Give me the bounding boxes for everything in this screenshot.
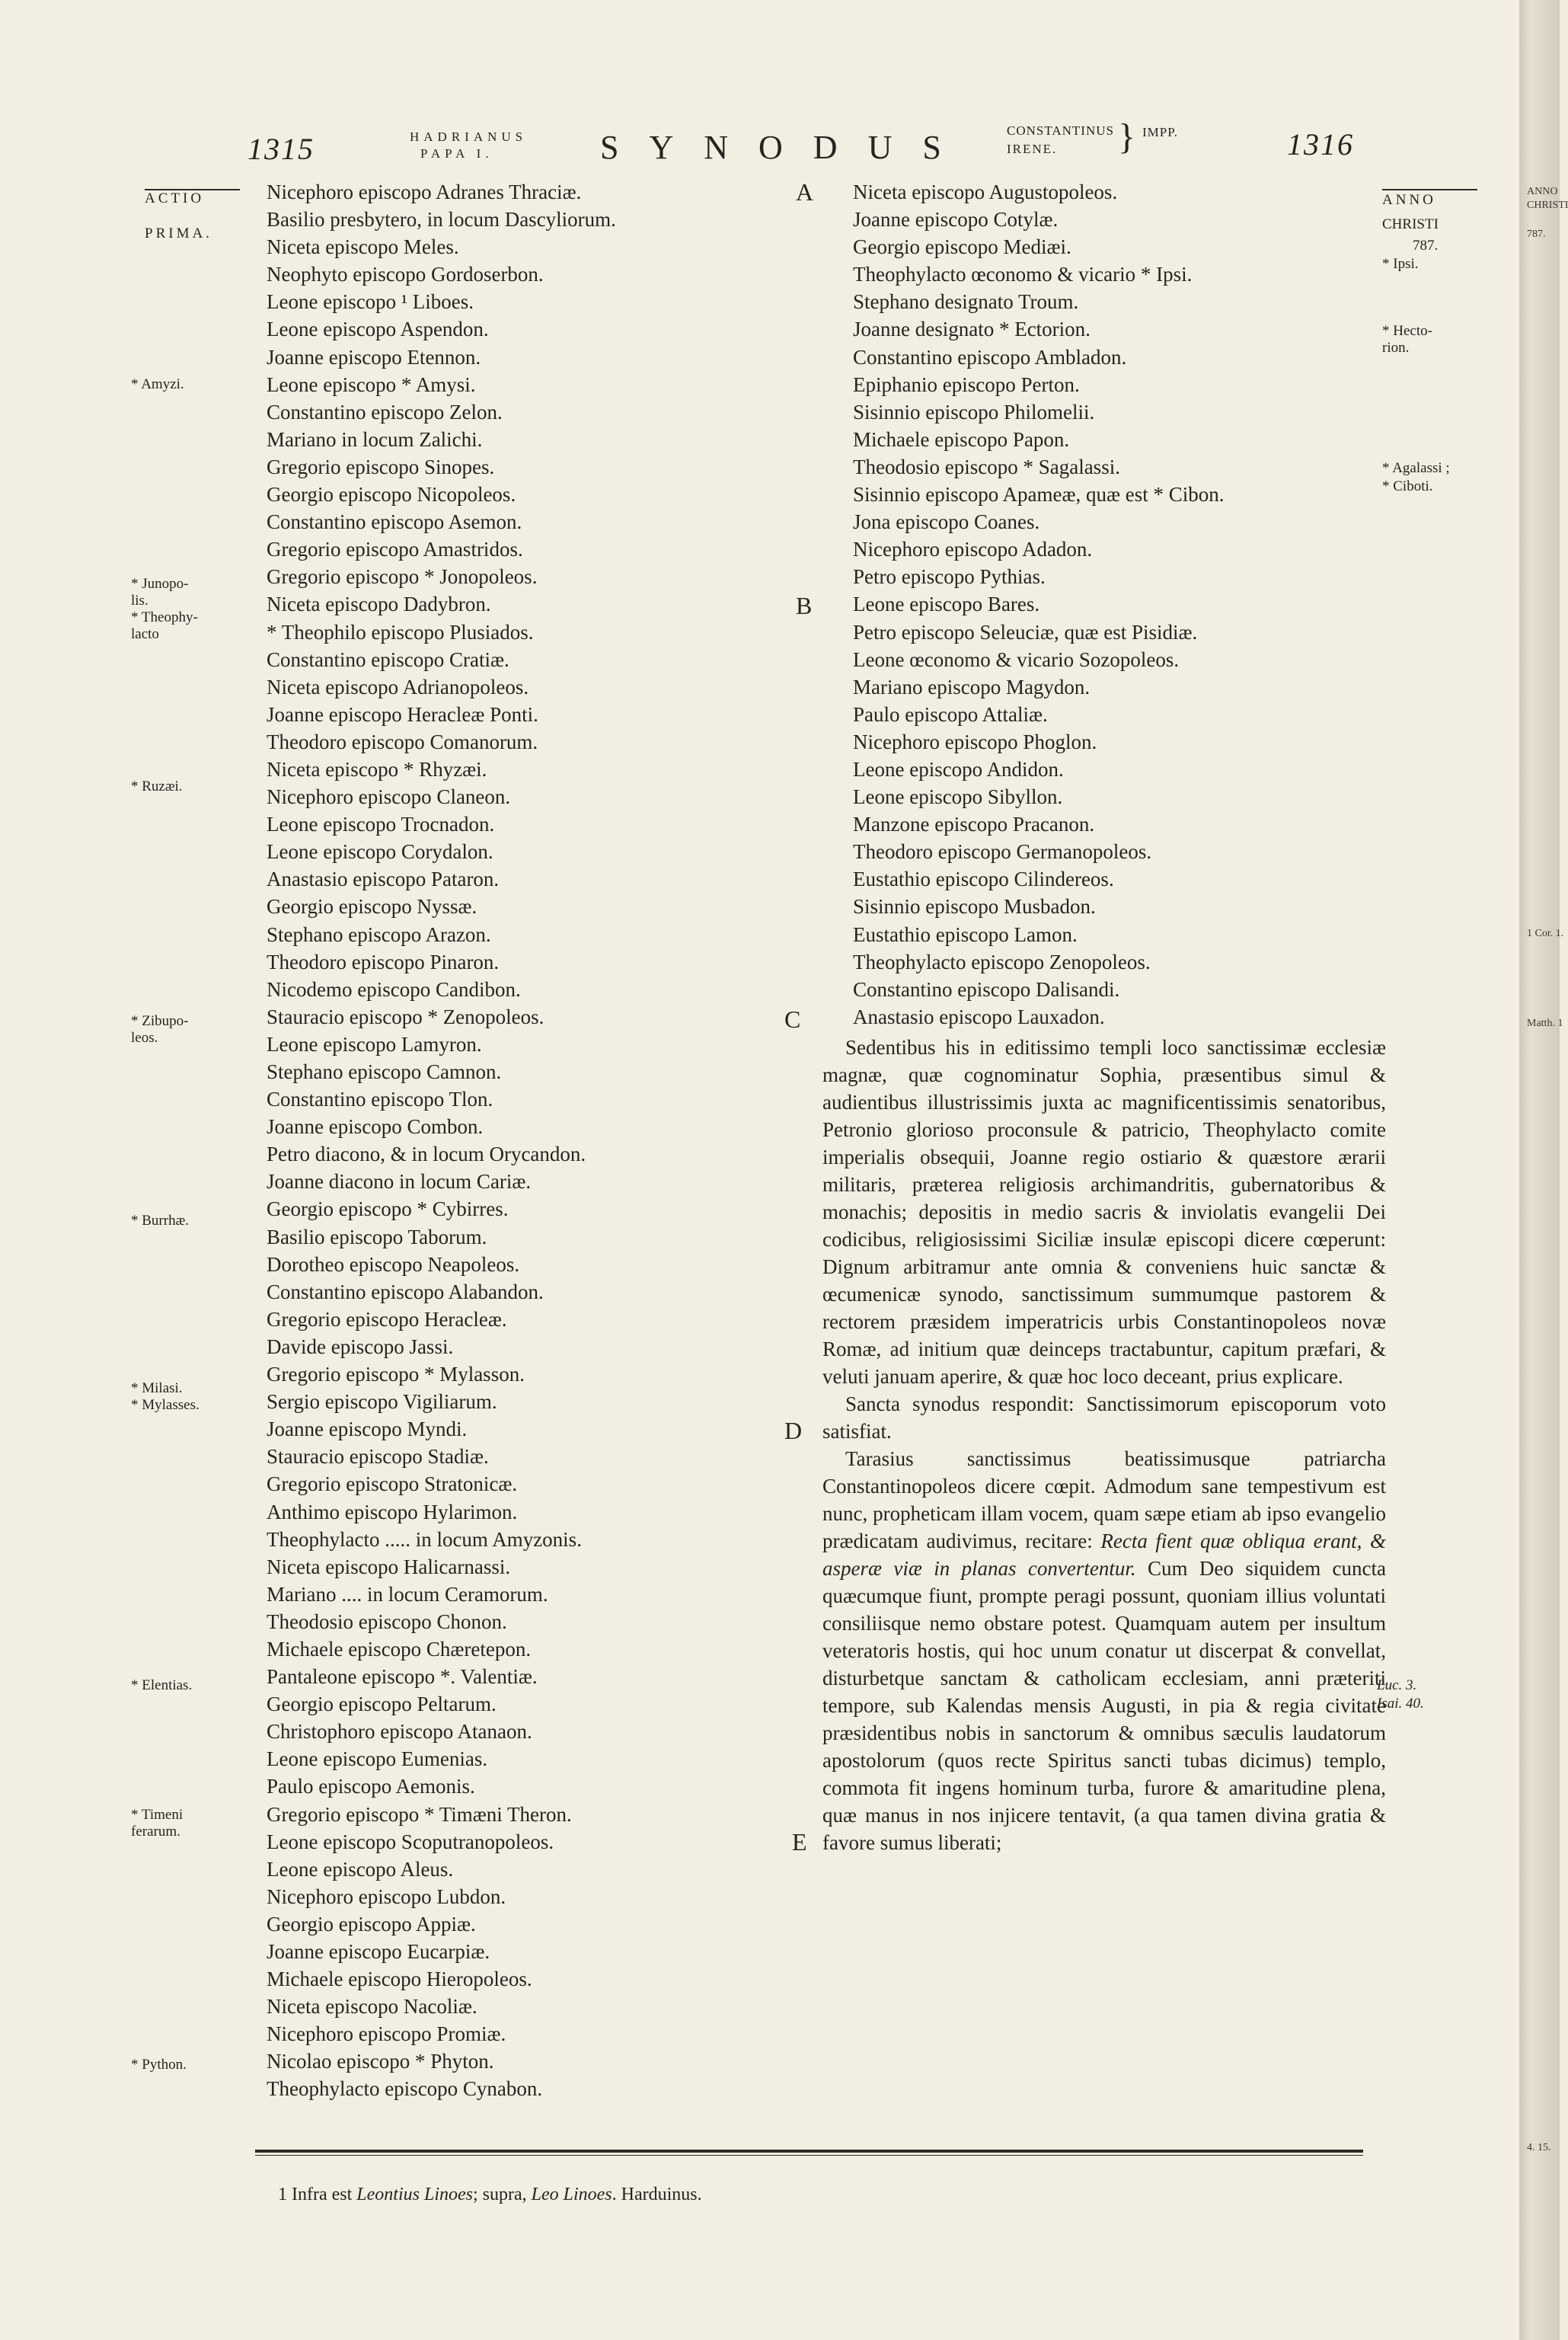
- margin-note: * Amyzi.: [131, 376, 184, 392]
- edge-note: 4. 15.: [1527, 2142, 1551, 2153]
- list-entry: Constantino episcopo Asemon.: [267, 510, 522, 534]
- list-entry: Joanne diacono in locum Cariæ.: [267, 1170, 532, 1194]
- list-entry: Georgio episcopo Peltarum.: [267, 1693, 497, 1716]
- list-entry: Leone episcopo Eumenias.: [267, 1747, 488, 1771]
- list-entry: Gregorio episcopo Heracleæ.: [267, 1307, 507, 1331]
- list-entry: Leone episcopo Andidon.: [853, 757, 1064, 781]
- list-entry: Neophyto episcopo Gordoserbon.: [267, 263, 544, 286]
- list-entry: Leone episcopo Trocnadon.: [267, 813, 495, 836]
- footnote-italic: Leontius Linoes: [356, 2185, 473, 2204]
- scripture-quote: Recta fient quæ obliqua erant, & asperæ viæ in planas convertentur.: [822, 1530, 1387, 1580]
- list-entry: Sisinnio episcopo Philomelii.: [853, 400, 1095, 424]
- list-entry: Joanne designato * Ectorion.: [853, 318, 1091, 341]
- list-entry: Anthimo episcopo Hylarimon.: [267, 1500, 518, 1523]
- list-entry: Joanne episcopo Myndi.: [267, 1418, 468, 1441]
- edge-note: Matth. 1: [1527, 1018, 1563, 1029]
- list-entry: * Theophilo episcopo Plusiados.: [267, 620, 534, 644]
- list-entry: Dorotheo episcopo Neapoleos.: [267, 1252, 520, 1276]
- list-entry: Leone episcopo ¹ Liboes.: [267, 290, 474, 314]
- list-entry: Leone episcopo Aleus.: [267, 1857, 454, 1881]
- list-entry: Davide episcopo Jassi.: [267, 1335, 454, 1358]
- list-entry: Michaele episcopo Chæretepon.: [267, 1637, 532, 1661]
- list-entry: Mariano episcopo Magydon.: [853, 675, 1091, 698]
- list-entry: Georgio episcopo Mediæi.: [853, 235, 1071, 259]
- list-entry: Anastasio episcopo Pataron.: [267, 868, 500, 891]
- list-entry: Leone episcopo Lamyron.: [267, 1032, 482, 1056]
- list-entry: Nicephoro episcopo Lubdon.: [267, 1884, 506, 1908]
- list-entry: Joanne episcopo Etennon.: [267, 345, 481, 369]
- margin-note: * Elentias.: [131, 1677, 193, 1693]
- margin-prima: PRIMA.: [145, 225, 212, 241]
- list-entry: Stephano episcopo Arazon.: [267, 922, 491, 946]
- list-entry: Niceta episcopo * Rhyzæi.: [267, 757, 487, 781]
- margin-note: * Milasi.: [131, 1380, 183, 1396]
- list-entry: Niceta episcopo Adrianopoleos.: [267, 675, 529, 698]
- margin-note: * Mylasses.: [131, 1397, 200, 1413]
- list-entry: Theophylacto ..... in locum Amyzonis.: [267, 1527, 582, 1551]
- prose-text: Tarasius sanctissimus beatissimusque patriarcha Constantinopoleos dicere cœpit. Admodum sane tempestivum est nunc, propheticam illam vocem, quam sæpe etiam ab ipso evangelio prædicatam audivimus, recitare:: [822, 1447, 1386, 1552]
- margin-note: * Junopo- lis.: [131, 576, 189, 609]
- footnote-number: 1: [278, 2185, 287, 2204]
- list-entry: Georgio episcopo Nicopoleos.: [267, 483, 516, 507]
- list-entry: Petro episcopo Seleuciæ, quæ est Pisidiæ.: [853, 620, 1198, 644]
- header-emperor-suffix: IMPP.: [1142, 125, 1179, 139]
- edge-note: 1 Cor. 1.: [1527, 928, 1564, 939]
- list-entry: Basilio episcopo Taborum.: [267, 1225, 487, 1248]
- prose-paragraph: Sancta synodus respondit: Sanctissimorum episcoporum voto satisfiat.: [822, 1392, 1386, 1443]
- footnote-text: ; supra,: [472, 2185, 527, 2204]
- main-prose: [822, 1034, 1386, 1856]
- list-entry: Theodosio episcopo Chonon.: [267, 1610, 507, 1633]
- header-brace: }: [1118, 117, 1136, 157]
- left-column-list: [267, 178, 769, 2103]
- margin-note: * Ruzæi.: [131, 778, 183, 794]
- footnote-text: . Harduinus.: [612, 2185, 702, 2204]
- section-letter-e: E: [792, 1828, 807, 1856]
- margin-note: Isai. 40.: [1377, 1696, 1424, 1712]
- running-header: [0, 114, 1523, 168]
- list-entry: Mariano .... in locum Ceramorum.: [267, 1582, 548, 1606]
- list-entry: Leone episcopo * Amysi.: [267, 372, 476, 396]
- margin-actio: ACTIO: [145, 190, 205, 206]
- list-entry: Nicephoro episcopo Adadon.: [853, 538, 1093, 561]
- header-emperor-line1: CONSTANTINUS: [1007, 123, 1114, 138]
- list-entry: Sisinnio episcopo Apameæ, quæ est * Cibon.: [853, 483, 1225, 507]
- list-entry: Michaele episcopo Papon.: [853, 427, 1070, 451]
- list-entry: Petro diacono, & in locum Orycandon.: [267, 1143, 586, 1166]
- list-entry: Sisinnio episcopo Musbadon.: [853, 895, 1096, 919]
- list-entry: Nicephoro episcopo Claneon.: [267, 785, 511, 809]
- margin-anno: ANNO: [1382, 192, 1436, 208]
- list-entry: Pantaleone episcopo *. Valentiæ.: [267, 1665, 538, 1689]
- list-entry: Nicephoro episcopo Promiæ.: [267, 2022, 506, 2046]
- list-entry: Eustathio episcopo Lamon.: [853, 922, 1078, 946]
- edge-note: CHRISTI: [1527, 200, 1568, 211]
- list-entry: Georgio episcopo * Cybirres.: [267, 1197, 509, 1221]
- list-entry: Stephano episcopo Camnon.: [267, 1060, 502, 1083]
- list-entry: Theophylacto episcopo Cynabon.: [267, 2077, 543, 2101]
- list-entry: Joanne episcopo Heracleæ Ponti.: [267, 702, 538, 726]
- list-entry: Joanne episcopo Combon.: [267, 1115, 484, 1139]
- margin-note: * Agalassi ;: [1382, 460, 1450, 476]
- list-entry: Theophylacto œconomo & vicario * Ipsi.: [853, 263, 1193, 286]
- header-author-line1: HADRIANUS: [410, 129, 528, 144]
- list-entry: Stephano designato Troum.: [853, 290, 1079, 314]
- list-entry: Theodoro episcopo Comanorum.: [267, 730, 538, 753]
- list-entry: Gregorio episcopo * Timæni Theron.: [267, 1802, 572, 1826]
- list-entry: Constantino episcopo Dalisandi.: [853, 977, 1120, 1001]
- list-entry: Petro episcopo Pythias.: [853, 565, 1046, 589]
- list-entry: Gregorio episcopo * Jonopoleos.: [267, 565, 538, 589]
- list-entry: Nicephoro episcopo Adranes Thraciæ.: [267, 181, 582, 203]
- list-entry: Constantino episcopo Alabandon.: [267, 1280, 544, 1303]
- list-entry: Mariano in locum Zalichi.: [267, 427, 483, 451]
- list-entry: Stauracio episcopo Stadiæ.: [267, 1445, 489, 1469]
- footnote-italic: Leo Linoes: [531, 2185, 612, 2204]
- facing-page-notes: [1527, 0, 1568, 2340]
- header-emperor-line2: IRENE.: [1007, 142, 1058, 156]
- list-entry: Leone episcopo Corydalon.: [267, 840, 493, 864]
- list-entry: Theodoro episcopo Pinaron.: [267, 950, 500, 973]
- list-entry: Leone episcopo Aspendon.: [267, 318, 489, 341]
- list-entry: Constantino episcopo Zelon.: [267, 400, 503, 424]
- list-entry: Niceta episcopo Nacoliæ.: [267, 1995, 477, 2019]
- footnote: [278, 2185, 702, 2205]
- list-entry: Constantino episcopo Tlon.: [267, 1088, 493, 1111]
- list-entry: Manzone episcopo Pracanon.: [853, 813, 1095, 836]
- list-entry: Theophylacto episcopo Zenopoleos.: [853, 950, 1151, 973]
- margin-note: * Hecto- rion.: [1382, 323, 1432, 356]
- list-entry: Basilio presbytero, in locum Dascyliorum.: [267, 208, 616, 232]
- list-entry: Joanne episcopo Eucarpiæ.: [267, 1940, 490, 1963]
- page-number-left: 1315: [247, 132, 315, 166]
- list-entry: Niceta episcopo Meles.: [267, 235, 459, 259]
- list-entry: Georgio episcopo Appiæ.: [267, 1912, 476, 1936]
- actio-rule: [145, 189, 240, 190]
- footnote-text: Infra est: [292, 2185, 353, 2204]
- section-letter-a: A: [796, 178, 814, 206]
- list-entry: Constantino episcopo Cratiæ.: [267, 647, 509, 671]
- margin-year: 787.: [1413, 238, 1439, 254]
- list-entry: Constantino episcopo Ambladon.: [853, 345, 1127, 369]
- list-entry: Niceta episcopo Augustopoleos.: [853, 181, 1118, 203]
- list-entry: Michaele episcopo Hieropoleos.: [267, 1968, 532, 1991]
- list-entry: Joanne episcopo Cotylæ.: [853, 208, 1059, 232]
- margin-note: * Ciboti.: [1382, 478, 1433, 494]
- list-entry: Epiphanio episcopo Perton.: [853, 372, 1080, 396]
- list-entry: Gregorio episcopo * Mylasson.: [267, 1363, 525, 1386]
- margin-christi: CHRISTI: [1382, 216, 1439, 232]
- list-entry: Theodosio episcopo * Sagalassi.: [853, 455, 1120, 478]
- prose-paragraph: [822, 1445, 1386, 1856]
- list-entry: Niceta episcopo Halicarnassi.: [267, 1555, 511, 1578]
- margin-note: * Burrhæ.: [131, 1213, 189, 1229]
- list-entry: Jona episcopo Coanes.: [853, 510, 1040, 534]
- margin-note: * Theophy- lacto: [131, 609, 198, 642]
- prose-paragraph: Sedentibus his in editissimo templi loco sanctissimæ ecclesiæ magnæ, quæ cognominatur Sophia, præsentibus simul & audientibus illustrissimis juxta ac magnificentissimis senatoribus, Petronio glorioso proconsule & patricio, Theophylacto comite imperialis obsequii, Joanne regio ostiario & quæstore ærarii militaris, præterea religiosis archimandritis, gubernatoribus & monachis; depositis in medio sacris & inviolatis evangelii Dei codicibus, religiosissimi Siciliæ insulæ episcopi dicere cœperunt: Dignum arbitramur ante omnia & conveniens huic sanctæ & œcumenicæ synodo, sanctissimum summumque pastorem & rectorem præsidem imperatricis urbis Constantinopoleos novæ Romæ, ad initium quæ deinceps tractabuntur, capitum præfari, & veluti januam aperire, & quæ hoc loco deceant, prius explicare.: [822, 1036, 1386, 1388]
- list-entry: Niceta episcopo Dadybron.: [267, 593, 491, 616]
- section-letter-c: C: [784, 1005, 801, 1033]
- section-letter-b: B: [796, 592, 813, 619]
- anno-rule: [1382, 189, 1477, 190]
- list-entry: Eustathio episcopo Cilindereos.: [853, 868, 1114, 891]
- list-entry: Anastasio episcopo Lauxadon.: [853, 1005, 1105, 1028]
- margin-note: * Python.: [131, 2057, 187, 2073]
- margin-note: Luc. 3.: [1377, 1677, 1417, 1693]
- page-title: SYNODUS: [600, 129, 972, 166]
- page-number-right: 1316: [1287, 127, 1354, 161]
- list-entry: Leone episcopo Sibyllon.: [853, 785, 1063, 809]
- edge-note: 787.: [1527, 229, 1546, 240]
- list-entry: Paulo episcopo Attaliæ.: [853, 702, 1048, 726]
- list-entry: Leone episcopo Bares.: [853, 593, 1040, 616]
- footnote-rule-thin: [255, 2155, 1363, 2156]
- list-entry: Theodoro episcopo Germanopoleos.: [853, 840, 1152, 864]
- list-entry: Sergio episcopo Vigiliarum.: [267, 1390, 497, 1414]
- right-column-list: [853, 178, 1386, 1031]
- list-entry: Georgio episcopo Nyssæ.: [267, 895, 477, 919]
- margin-note: * Timeni ferarum.: [131, 1807, 184, 1840]
- list-entry: Nicolao episcopo * Phyton.: [267, 2050, 494, 2073]
- section-letter-d: D: [784, 1417, 803, 1444]
- list-entry: Paulo episcopo Aemonis.: [267, 1775, 475, 1798]
- list-entry: Stauracio episcopo * Zenopoleos.: [267, 1005, 544, 1028]
- header-author-line2: PAPA I.: [420, 146, 493, 161]
- margin-note: * Zibupo- leos.: [131, 1013, 189, 1046]
- list-entry: Nicodemo episcopo Candibon.: [267, 977, 521, 1001]
- list-entry: Christophoro episcopo Atanaon.: [267, 1720, 532, 1744]
- edge-note: ANNO: [1527, 186, 1558, 197]
- margin-note: * Ipsi.: [1382, 256, 1419, 272]
- list-entry: Gregorio episcopo Sinopes.: [267, 455, 495, 478]
- footnote-rule: [255, 2150, 1363, 2153]
- prose-text: Cum Deo siquidem cuncta quæcumque fiunt, prompte peragi possunt, quoniam illius voluntati consiliisque nemo obstare potest. Quamquam autem per insultum veteratoris hostis, qui hoc unum conatur ut discerpat & convellat, disturbetque sanctam & catholicam ecclesiam, anni præteriti tempore, sub Kalendas mensis Augusti, in pia & regia civitate præsidentibus nobis in sanctorum & omnibus sæculis laudatorum apostolorum (quos recte Spiritus sancti tubas dicimus) templo, commota fit ingens hominum turba, furore & amaritudine plena, quæ manus in nos injicere tentavit, (a qua tamen divina gratia & favore sumus liberati;: [822, 1557, 1386, 1854]
- list-entry: Leone œconomo & vicario Sozopoleos.: [853, 647, 1180, 671]
- list-entry: Gregorio episcopo Amastridos.: [267, 538, 523, 561]
- list-entry: Nicephoro episcopo Phoglon.: [853, 730, 1097, 753]
- list-entry: Leone episcopo Scoputranopoleos.: [267, 1830, 554, 1853]
- list-entry: Gregorio episcopo Stratonicæ.: [267, 1472, 518, 1496]
